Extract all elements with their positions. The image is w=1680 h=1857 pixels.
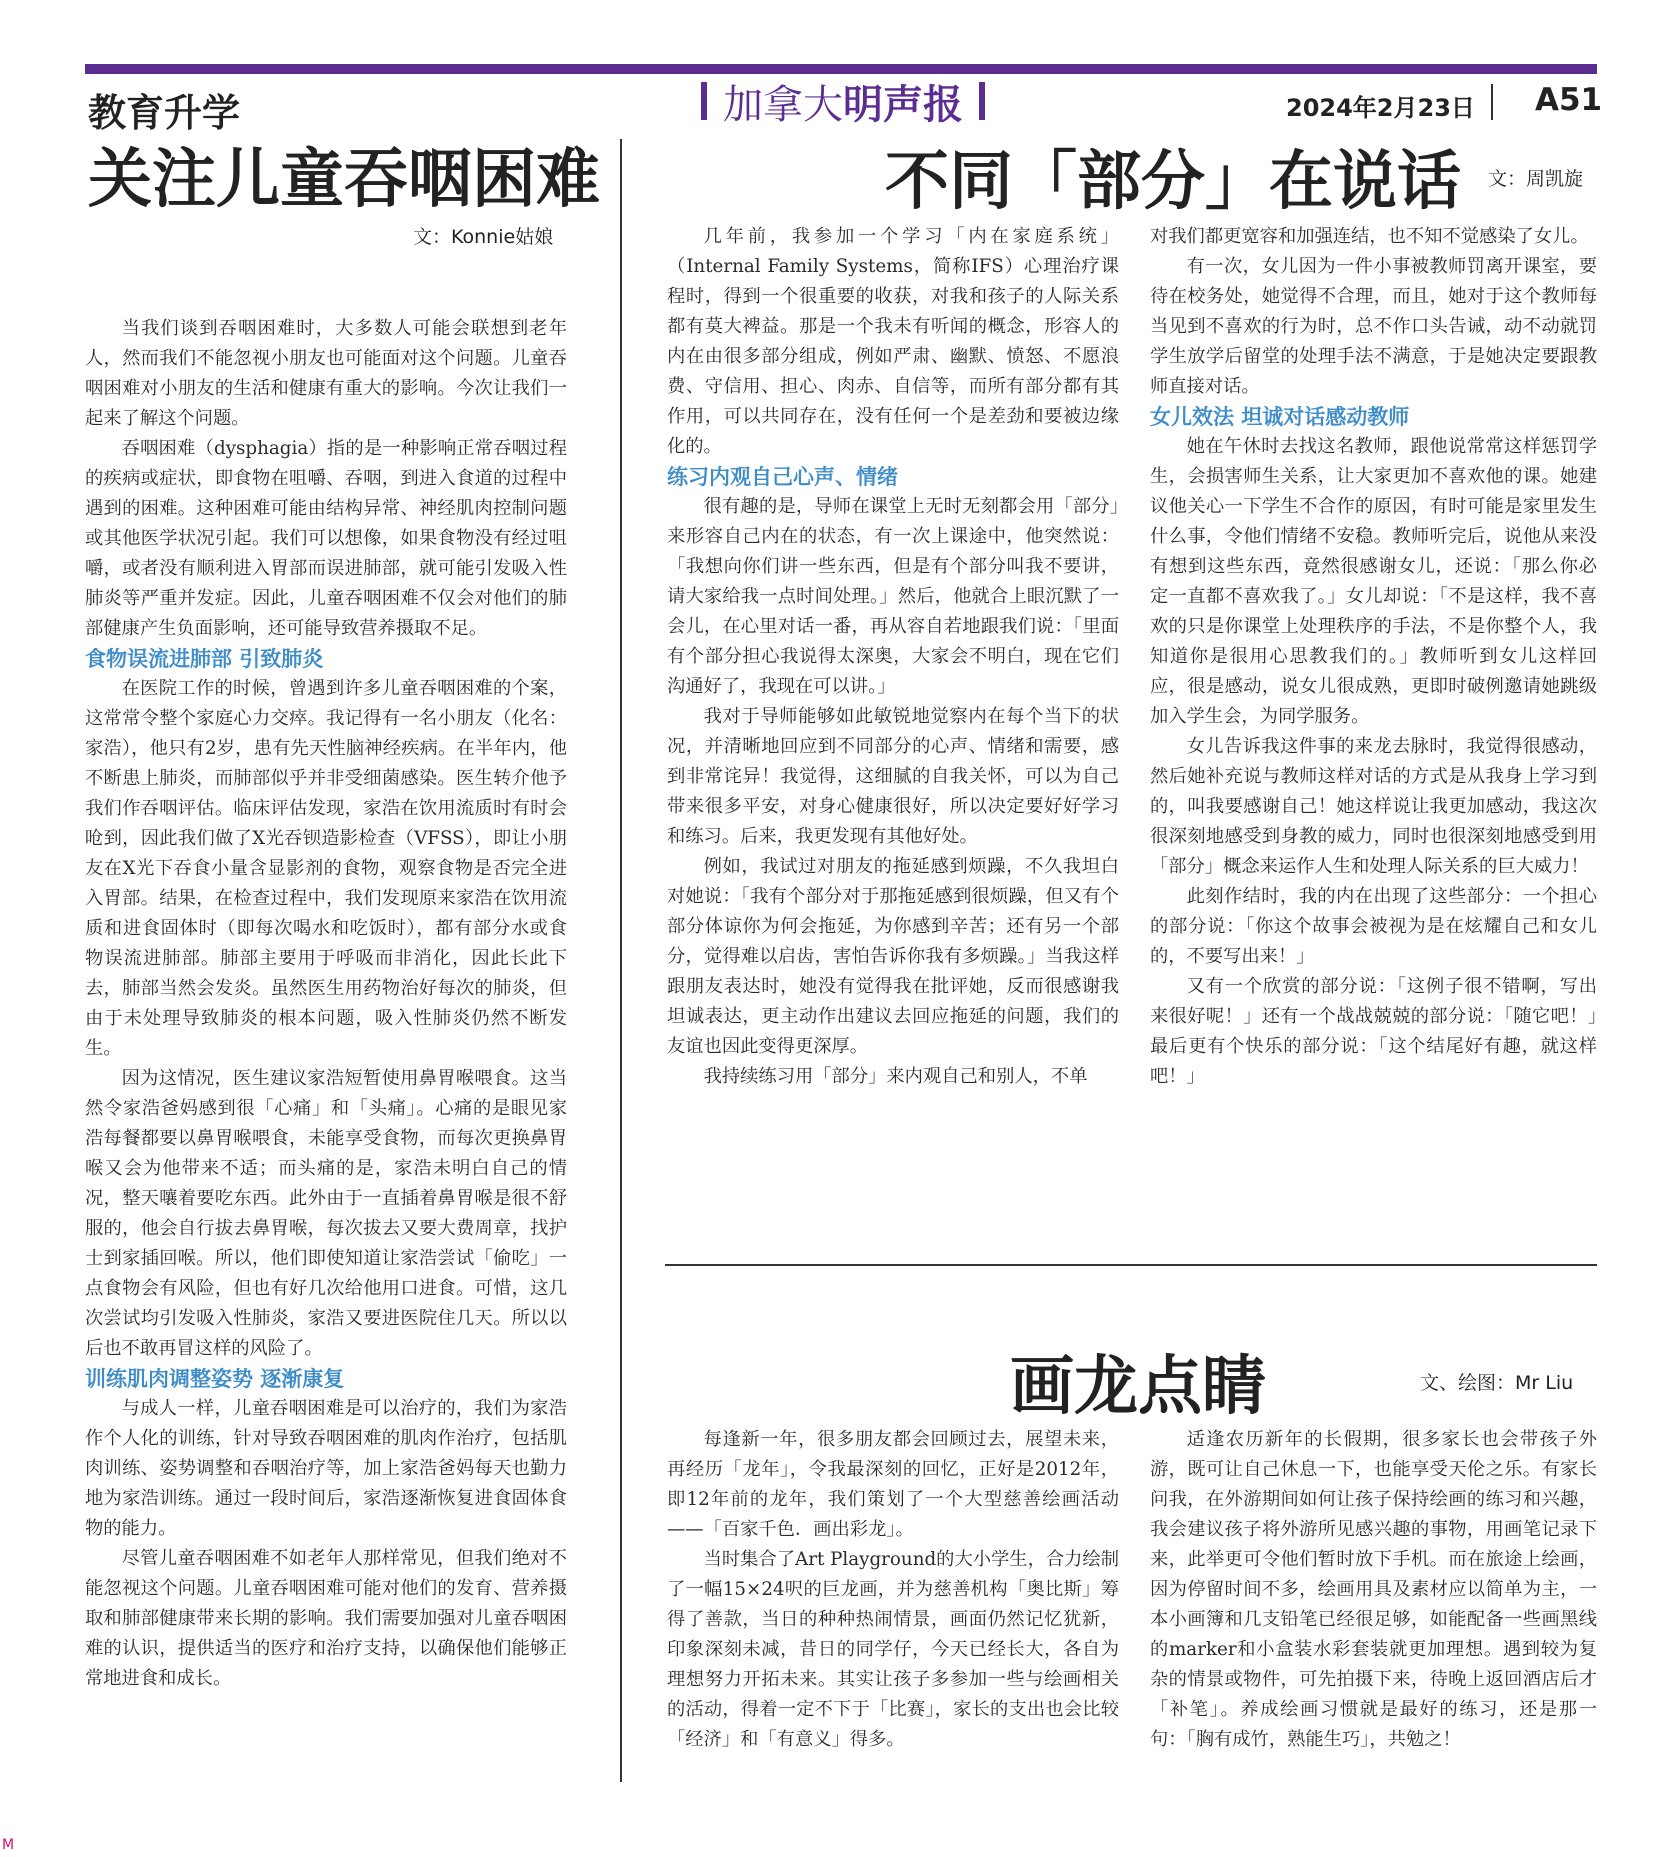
article2-headline: 不同「部分」在说话 bbox=[885, 144, 1461, 219]
paragraph: 尽管儿童吞咽困难不如老年人那样常见，但我们绝对不能忽视这个问题。儿童吞咽困难可能对他们的发育、营养摄取和肺部健康带来长期的影响。我们需要加强对儿童吞咽困难的认识，提供适当的医疗和治疗支持，以确保他们能够正常地进食和成长。 bbox=[85, 1548, 567, 1689]
article1-byline: 文：Konnie姑娘 bbox=[413, 226, 554, 248]
article2-byline: 文：周凯旋 bbox=[1488, 168, 1584, 190]
article1-headline: 关注儿童吞咽困难 bbox=[88, 142, 600, 217]
subheading: 女儿效法 坦诚对话感动教师 bbox=[1150, 405, 1410, 429]
article3-body-col1 bbox=[667, 1425, 1119, 1755]
masthead bbox=[683, 76, 1003, 126]
paragraph: 因为这情况，医生建议家浩短暂使用鼻胃喉喂食。这当然令家浩爸妈感到很「心痛」和「头痛」。心痛的是眼见家浩每餐都要以鼻胃喉喂食，未能享受食物，而每次更换鼻胃喉又会为他带来不适；而头痛的是，家浩未明白自己的情况，整天嚷着要吃东西。此外由于一直插着鼻胃喉是很不舒服的，他会自行拔去鼻胃喉，每次拔去又要大费周章，找护士到家插回喉。所以，他们即使知道让家浩尝试「偷吃」一点食物会有风险，但也有好几次给他用口进食。可惜，这几次尝试均引发吸入性肺炎，家浩又要进医院住几天。所以以后也不敢再冒这样的风险了。 bbox=[85, 1068, 567, 1359]
masthead-bar-right bbox=[979, 82, 985, 120]
paragraph: 当我们谈到吞咽困难时，大多数人可能会联想到老年人，然而我们不能忽视小朋友也可能面对这个问题。儿童吞咽困难对小朋友的生活和健康有重大的影响。今次让我们一起来了解这个问题。 bbox=[85, 318, 567, 429]
masthead-title: 加拿大明声报 bbox=[723, 81, 963, 128]
article3-body-col2 bbox=[1150, 1425, 1597, 1755]
paragraph: 几年前，我参加一个学习「内在家庭系统」（Internal Family Systems，简称IFS）心理治疗课程时，得到一个很重要的收获，对我和孩子的人际关系都有莫大裨益。那是一个我未有听闻的概念，形容人的内在由很多部分组成，例如严肃、幽默、愤怒、不愿浪费、守信用、担心、肉赤、自信等，而所有部分都有其作用，可以共同存在，没有任何一个是差劲和要被边缘化的。 bbox=[667, 226, 1119, 457]
date-divider bbox=[1491, 84, 1493, 120]
paragraph: 有一次，女儿因为一件小事被教师罚离开课室，要待在校务处，她觉得不合理，而且，她对于这个教师每当见到不喜欢的行为时，总不作口头告诫，动不动就罚学生放学后留堂的处理手法不满意，于是她决定要跟教师直接对话。 bbox=[1150, 256, 1597, 397]
section-title: 教育升学 bbox=[88, 91, 241, 135]
article3-byline: 文、绘图：Mr Liu bbox=[1420, 1372, 1574, 1394]
subheading: 练习内观自己心声、情绪 bbox=[667, 465, 898, 489]
paragraph: 她在午休时去找这名教师，跟他说常常这样惩罚学生，会损害师生关系，让大家更加不喜欢他的课。她建议他关心一下学生不合作的原因，有时可能是家里发生什么事，令他们情绪不安稳。教师听完后，说他从来没有想到这些东西，竟然很感谢女儿，还说：「那么你必定一直都不喜欢我了。」女儿却说：「不是这样，我不喜欢的只是你课堂上处理秩序的手法，不是你整个人，我知道你是很用心思教我们的。」教师听到女儿这样回应，很是感动，说女儿很成熟，更即时破例邀请她跳级加入学生会，为同学服务。 bbox=[1150, 436, 1597, 727]
paragraph: 当时集合了Art Playground的大小学生，合力绘制了一幅15×24呎的巨龙画，并为慈善机构「奥比斯」筹得了善款，当日的种种热闹情景，画面仍然记忆犹新，印象深刻未减，昔日的同学仔，今天已经长大，各自为理想努力开拓未来。其实让孩子多参加一些与绘画相关的活动，得着一定不下于「比赛」，家长的支出也会比较「经济」和「有意义」得多。 bbox=[667, 1549, 1119, 1750]
registration-mark: M bbox=[2, 1837, 15, 1853]
article3-headline: 画龙点睛 bbox=[1010, 1349, 1266, 1424]
article2-body-col1 bbox=[667, 222, 1119, 1092]
paragraph: 又有一个欣赏的部分说：「这例子很不错啊，写出来很好呢！」还有一个战战兢兢的部分说：「随它吧！」最后更有个快乐的部分说：「这个结尾好有趣，就这样吧！」 bbox=[1150, 976, 1597, 1087]
paragraph: 在医院工作的时候，曾遇到许多儿童吞咽困难的个案，这常常令整个家庭心力交瘁。我记得有一名小朋友（化名：家浩），他只有2岁，患有先天性脑神经疾病。在半年内，他不断患上肺炎，而肺部似乎并非受细菌感染。医生转介他予我们作吞咽评估。临床评估发现，家浩在饮用流质时有时会呛到，因此我们做了X光吞钡造影检查（VFSS），即让小朋友在X光下吞食小量含显影剂的食物，观察食物是否完全进入胃部。结果，在检查过程中，我们发现原来家浩在饮用流质和进食固体时（即每次喝水和吃饭时），都有部分水或食物误流进肺部。肺部主要用于呼吸而非消化，因此长此下去，肺部当然会发炎。虽然医生用药物治好每次的肺炎，但由于未处理导致肺炎的根本问题，吸入性肺炎仍然不断发生。 bbox=[85, 678, 567, 1059]
masthead-bar-left bbox=[701, 82, 707, 120]
subheading: 食物误流进肺部 引致肺炎 bbox=[85, 647, 324, 671]
paragraph: 此刻作结时，我的内在出现了这些部分：一个担心的部分说：「你这个故事会被视为是在炫耀自己和女儿的，不要写出来！」 bbox=[1150, 886, 1597, 967]
page-number: A51 bbox=[1535, 82, 1603, 118]
paragraph: 每逢新一年，很多朋友都会回顾过去，展望未来，再经历「龙年」，令我最深刻的回忆，正好是2012年，即12年前的龙年，我们策划了一个大型慈善绘画活动——「百家千色．画出彩龙」。 bbox=[667, 1429, 1119, 1540]
article2-body-col2 bbox=[1150, 222, 1597, 1092]
issue-date: 2024年2月23日 bbox=[1286, 94, 1475, 122]
paragraph: 我对于导师能够如此敏锐地觉察内在每个当下的状况，并清晰地回应到不同部分的心声、情绪和需要，感到非常诧异！我觉得，这细腻的自我关怀，可以为自己带来很多平安，对身心健康很好，所以决定要好好学习和练习。后来，我更发现有其他好处。 bbox=[667, 706, 1119, 847]
paragraph: 例如，我试过对朋友的拖延感到烦躁，不久我坦白对她说：「我有个部分对于那拖延感到很烦躁，但又有个部分体谅你为何会拖延，为你感到辛苦；还有另一个部分，觉得难以启齿，害怕告诉你我有多烦躁。」当我这样跟朋友表达时，她没有觉得我在批评她，反而很感谢我坦诚表达，更主动作出建议去回应拖延的问题，我们的友谊也因此变得更深厚。 bbox=[667, 856, 1119, 1057]
paragraph: 吞咽困难（dysphagia）指的是一种影响正常吞咽过程的疾病或症状，即食物在咀嚼、吞咽，到进入食道的过程中遇到的困难。这种困难可能由结构异常、神经肌肉控制问题或其他医学状况引起。我们可以想像，如果食物没有经过咀嚼，或者没有顺利进入胃部而误进肺部，就可能引发吸入性肺炎等严重并发症。因此，儿童吞咽困难不仅会对他们的肺部健康产生负面影响，还可能导致营养摄取不足。 bbox=[85, 438, 567, 639]
article1-body bbox=[85, 314, 567, 1694]
subheading: 训练肌肉调整姿势 逐渐康复 bbox=[85, 1367, 345, 1391]
paragraph: 与成人一样，儿童吞咽困难是可以治疗的，我们为家浩作个人化的训练，针对导致吞咽困难的肌肉作治疗，包括肌肉训练、姿势调整和吞咽治疗等，加上家浩爸妈每天也勤力地为家浩训练。通过一段时间后，家浩逐渐恢复进食固体食物的能力。 bbox=[85, 1398, 567, 1539]
column-divider bbox=[620, 139, 622, 1782]
paragraph: 适逢农历新年的长假期，很多家长也会带孩子外游，既可让自己休息一下，也能享受天伦之乐。有家长问我，在外游期间如何让孩子保持绘画的练习和兴趣，我会建议孩子将外游所见感兴趣的事物，用画笔记录下来，此举更可令他们暂时放下手机。而在旅途上绘画，因为停留时间不多，绘画用具及素材应以简单为主，一本小画簿和几支铅笔已经很足够，如能配备一些画黑线的marker和小盒装水彩套装就更加理想。遇到较为复杂的情景或物件，可先拍摄下来，待晚上返回酒店后才「补笔」。养成绘画习惯就是最好的练习，还是那一句：「胸有成竹，熟能生巧」，共勉之！ bbox=[1150, 1429, 1597, 1750]
paragraph: 我持续练习用「部分」来内观自己和别人，不单 bbox=[703, 1066, 1088, 1087]
paragraph: 对我们都更宽容和加强连结，也不知不觉感染了女儿。 bbox=[1150, 226, 1589, 247]
paragraph: 很有趣的是，导师在课堂上无时无刻都会用「部分」来形容自己内在的状态，有一次上课途中，他突然说：「我想向你们讲一些东西，但是有个部分叫我不要讲，请大家给我一点时间处理。」然后，他就合上眼沉默了一会儿，在心里对话一番，再从容自若地跟我们说：「里面有个部分担心我说得太深奥，大家会不明白，现在它们沟通好了，我现在可以讲。」 bbox=[667, 496, 1119, 697]
paragraph: 女儿告诉我这件事的来龙去脉时，我觉得很感动，然后她补充说与教师这样对话的方式是从我身上学习到的，叫我要感谢自己！她这样说让我更加感动，我这次很深刻地感受到身教的威力，同时也很深刻地感受到用「部分」概念来运作人生和处理人际关系的巨大威力！ bbox=[1150, 736, 1597, 877]
article-divider bbox=[665, 1264, 1597, 1266]
